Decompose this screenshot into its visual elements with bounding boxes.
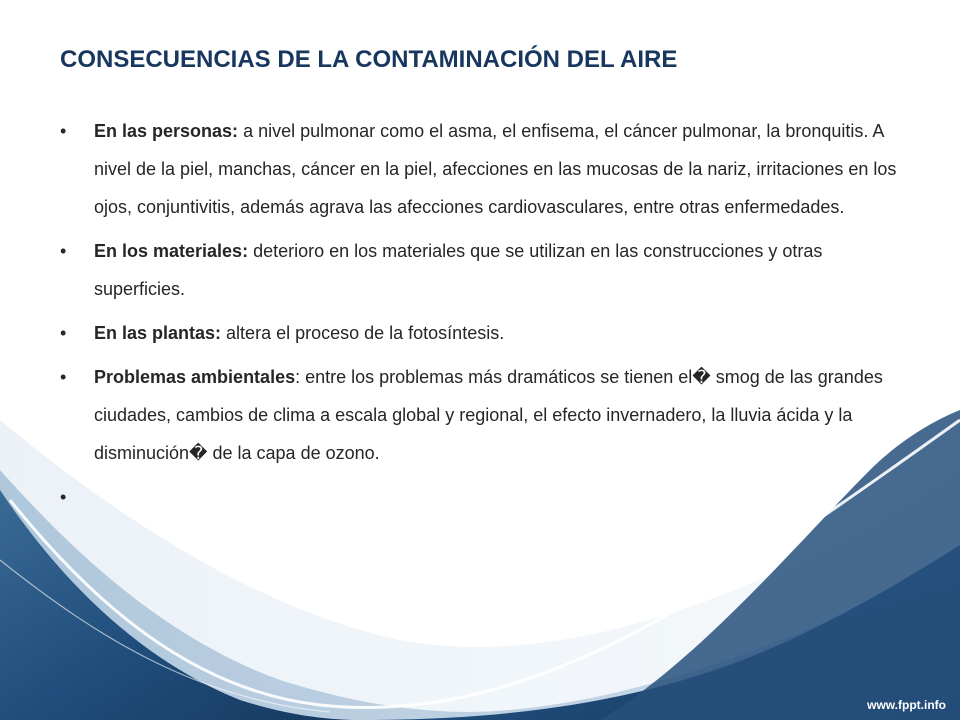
bullet-text: : entre los problemas más dramáticos se tienen el� smog de las grandes ciudades, cambios de clima a escala global y regional, el efecto invernadero, la lluvia ácida y la disminución� de la capa de ozono. — [94, 367, 883, 463]
bullet-item — [60, 232, 900, 308]
bullet-dot-icon: • — [60, 121, 67, 141]
slide-title: CONSECUENCIAS DE LA CONTAMINACIÓN DEL AIRE — [60, 46, 678, 73]
bullet-heading: En las personas: — [94, 121, 239, 141]
bullet-dot-icon: • — [60, 487, 67, 507]
bullet-list — [60, 112, 900, 507]
bullet-text: altera el proceso de la fotosíntesis. — [221, 323, 505, 343]
bullet-heading: Problemas ambientales — [94, 367, 296, 387]
bullet-item — [60, 358, 900, 472]
bullet-heading: En los materiales: — [94, 241, 249, 261]
bullet-text: deterioro en los materiales que se utilizan en las construcciones y otras superficies. — [94, 241, 823, 299]
bullet-dot-icon: • — [60, 241, 67, 261]
bullet-dot-icon: • — [60, 323, 67, 343]
bullet-item — [60, 314, 900, 352]
bullet-item — [60, 112, 900, 226]
bullet-text: a nivel pulmonar como el asma, el enfisema, el cáncer pulmonar, la bronquitis. A nivel de la piel, manchas, cáncer en la piel, afecciones en las mucosas de la nariz, irritaciones en los ojos, conjuntivitis, además agrava las afecciones cardiovasculares, entre otras enfermedades. — [94, 121, 897, 217]
bullet-dot-icon: • — [60, 367, 67, 387]
brand-watermark: www.fppt.info — [867, 698, 946, 712]
bullet-heading: En las plantas: — [94, 323, 222, 343]
